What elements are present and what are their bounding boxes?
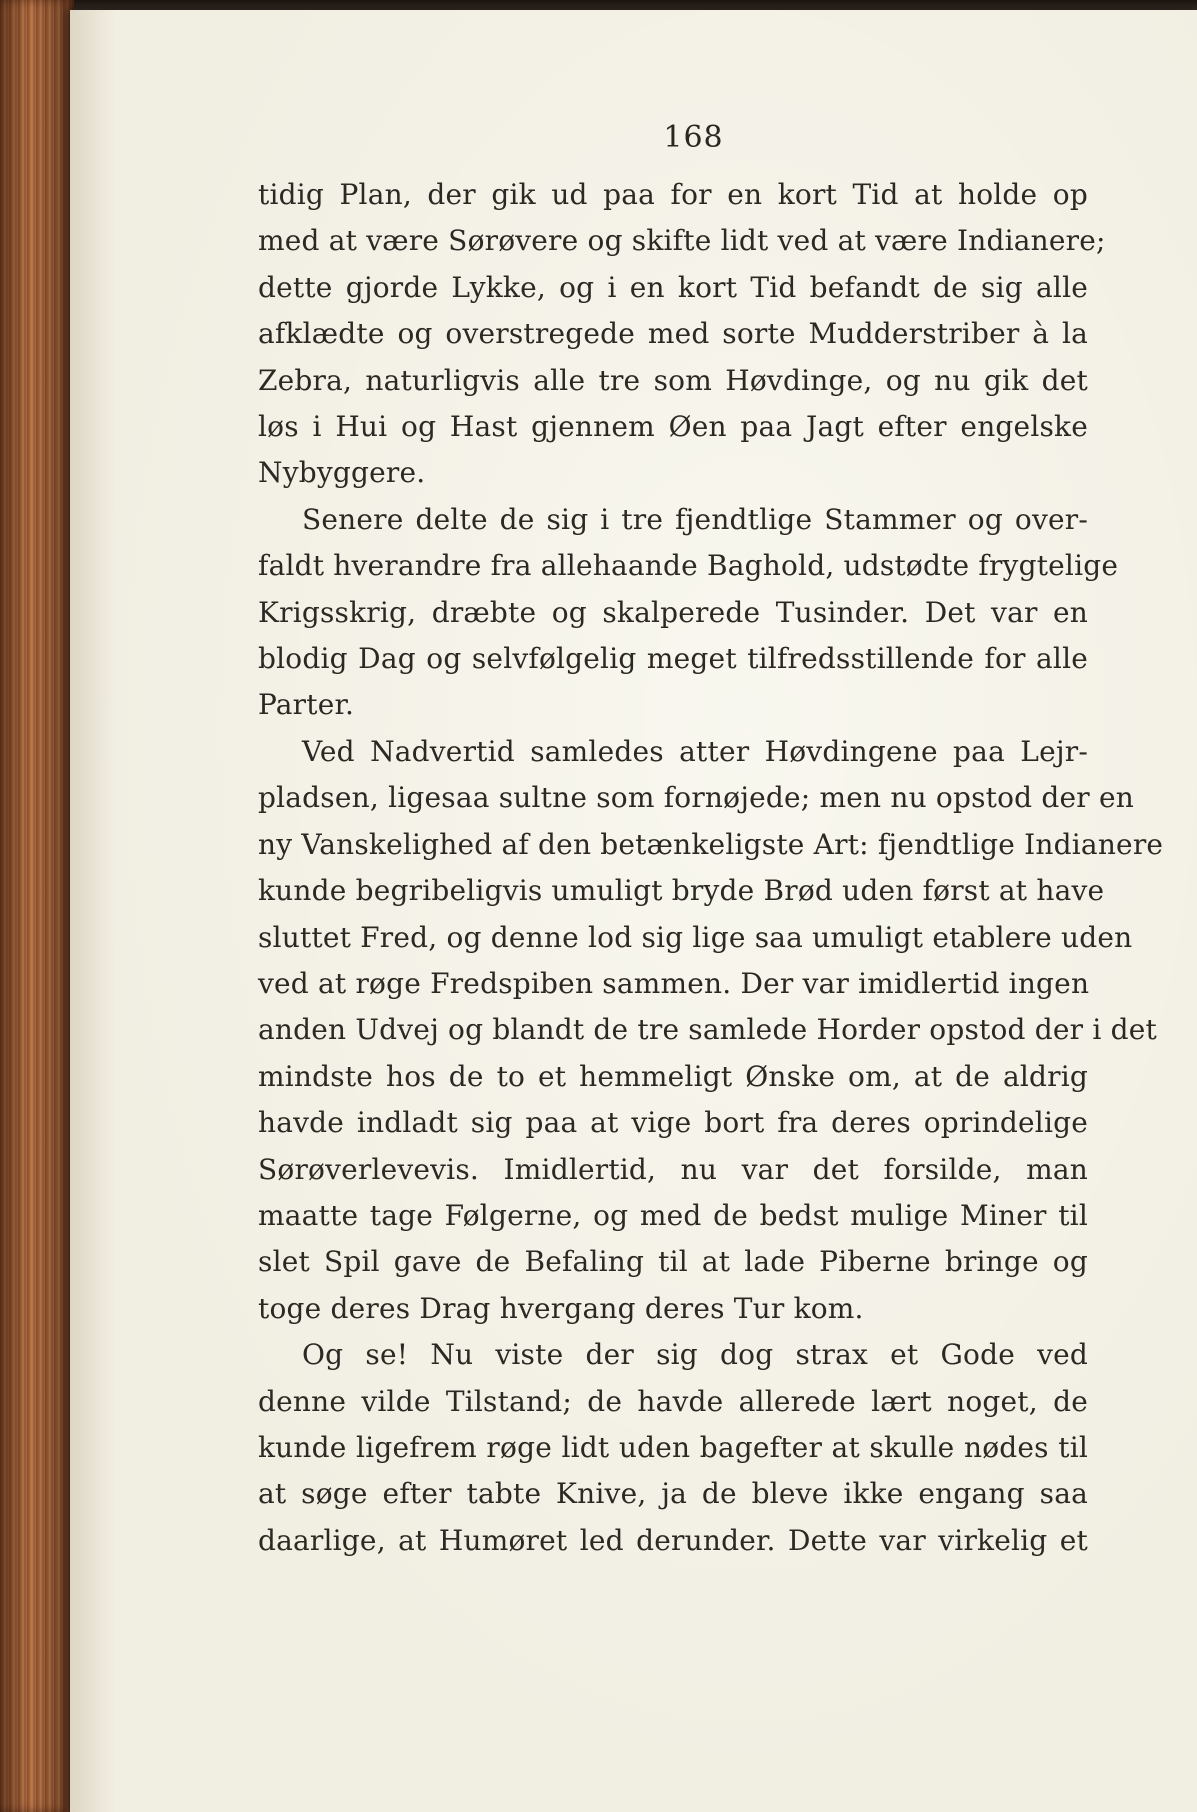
text-line: Zebra, naturligvis alle tre som Høvdinge, og nu gik det xyxy=(258,363,1088,397)
text-line: Ved Nadvertid samledes atter Høvdingene paa Lejr- xyxy=(302,734,1088,768)
paragraph xyxy=(258,172,1106,497)
text-line: Sørøverlevevis. Imidlertid, nu var det forsilde, man xyxy=(258,1152,1088,1186)
text-line: Og se! Nu viste der sig dog strax et Gode ved xyxy=(302,1338,1088,1372)
text-line: toge deres Drag hvergang deres Tur kom. xyxy=(258,1291,864,1325)
text-line: Krigsskrig, dræbte og skalperede Tusinder. Det var en xyxy=(258,595,1088,629)
text-line: slet Spil gave de Befaling til at lade Piberne bringe og xyxy=(258,1245,1088,1279)
text-line: løs i Hui og Hast gjennem Øen paa Jagt efter engelske xyxy=(258,410,1088,444)
text-line: ved at røge Fredspiben sammen. Der var imidlertid ingen xyxy=(258,966,1090,1000)
text-line: mindste hos de to et hemmeligt Ønske om, at de aldrig xyxy=(258,1059,1088,1093)
text-line: denne vilde Tilstand; de havde allerede lært noget, de xyxy=(258,1384,1088,1418)
text-line: Senere delte de sig i tre fjendtlige Stammer og over- xyxy=(302,502,1088,536)
text-line: kunde begribeligvis umuligt bryde Brød uden først at have xyxy=(258,874,1105,908)
body-text xyxy=(258,172,1164,1564)
book-page-edges xyxy=(0,0,74,1812)
text-line: faldt hverandre fra allehaande Baghold, udstødte frygtelige xyxy=(258,549,1119,583)
text-line: havde indladt sig paa at vige bort fra deres oprindelige xyxy=(258,1106,1088,1140)
text-line: dette gjorde Lykke, og i en kort Tid befandt de sig alle xyxy=(258,270,1088,304)
text-line: afklædte og overstregede med sorte Mudderstriber à la xyxy=(258,317,1088,351)
text-line: med at være Sørøvere og skifte lidt ved at være Indianere; xyxy=(258,224,1106,258)
text-line: kunde ligefrem røge lidt uden bagefter at skulle nødes til xyxy=(258,1430,1088,1464)
text-line: ny Vanskelighed af den betænkeligste Art: fjendtlige Indianere xyxy=(258,827,1164,861)
text-line: sluttet Fred, og denne lod sig lige saa umuligt etablere uden xyxy=(258,920,1133,954)
text-line: at søge efter tabte Knive, ja de bleve ikke engang saa xyxy=(258,1477,1088,1511)
text-line: Nybyggere. xyxy=(258,456,426,490)
paragraph xyxy=(258,729,1164,1332)
text-line: maatte tage Følgerne, og med de bedst mulige Miner til xyxy=(258,1198,1088,1232)
text-line: blodig Dag og selvfølgelig meget tilfredsstillende for alle xyxy=(258,642,1088,676)
book-page xyxy=(70,10,1197,1812)
page-number: 168 xyxy=(663,120,724,155)
paragraph xyxy=(258,1332,1088,1564)
text-line: Parter. xyxy=(258,688,355,722)
text-line: anden Udvej og blandt de tre samlede Horder opstod der i det xyxy=(258,1013,1157,1047)
text-line: tidig Plan, der gik ud paa for en kort Tid at holde op xyxy=(258,178,1088,211)
text-line: pladsen, ligesaa sultne som fornøjede; men nu opstod der en xyxy=(258,781,1134,815)
text-line: daarlige, at Humøret led derunder. Dette var virkelig et xyxy=(258,1523,1088,1557)
paragraph xyxy=(258,497,1119,729)
